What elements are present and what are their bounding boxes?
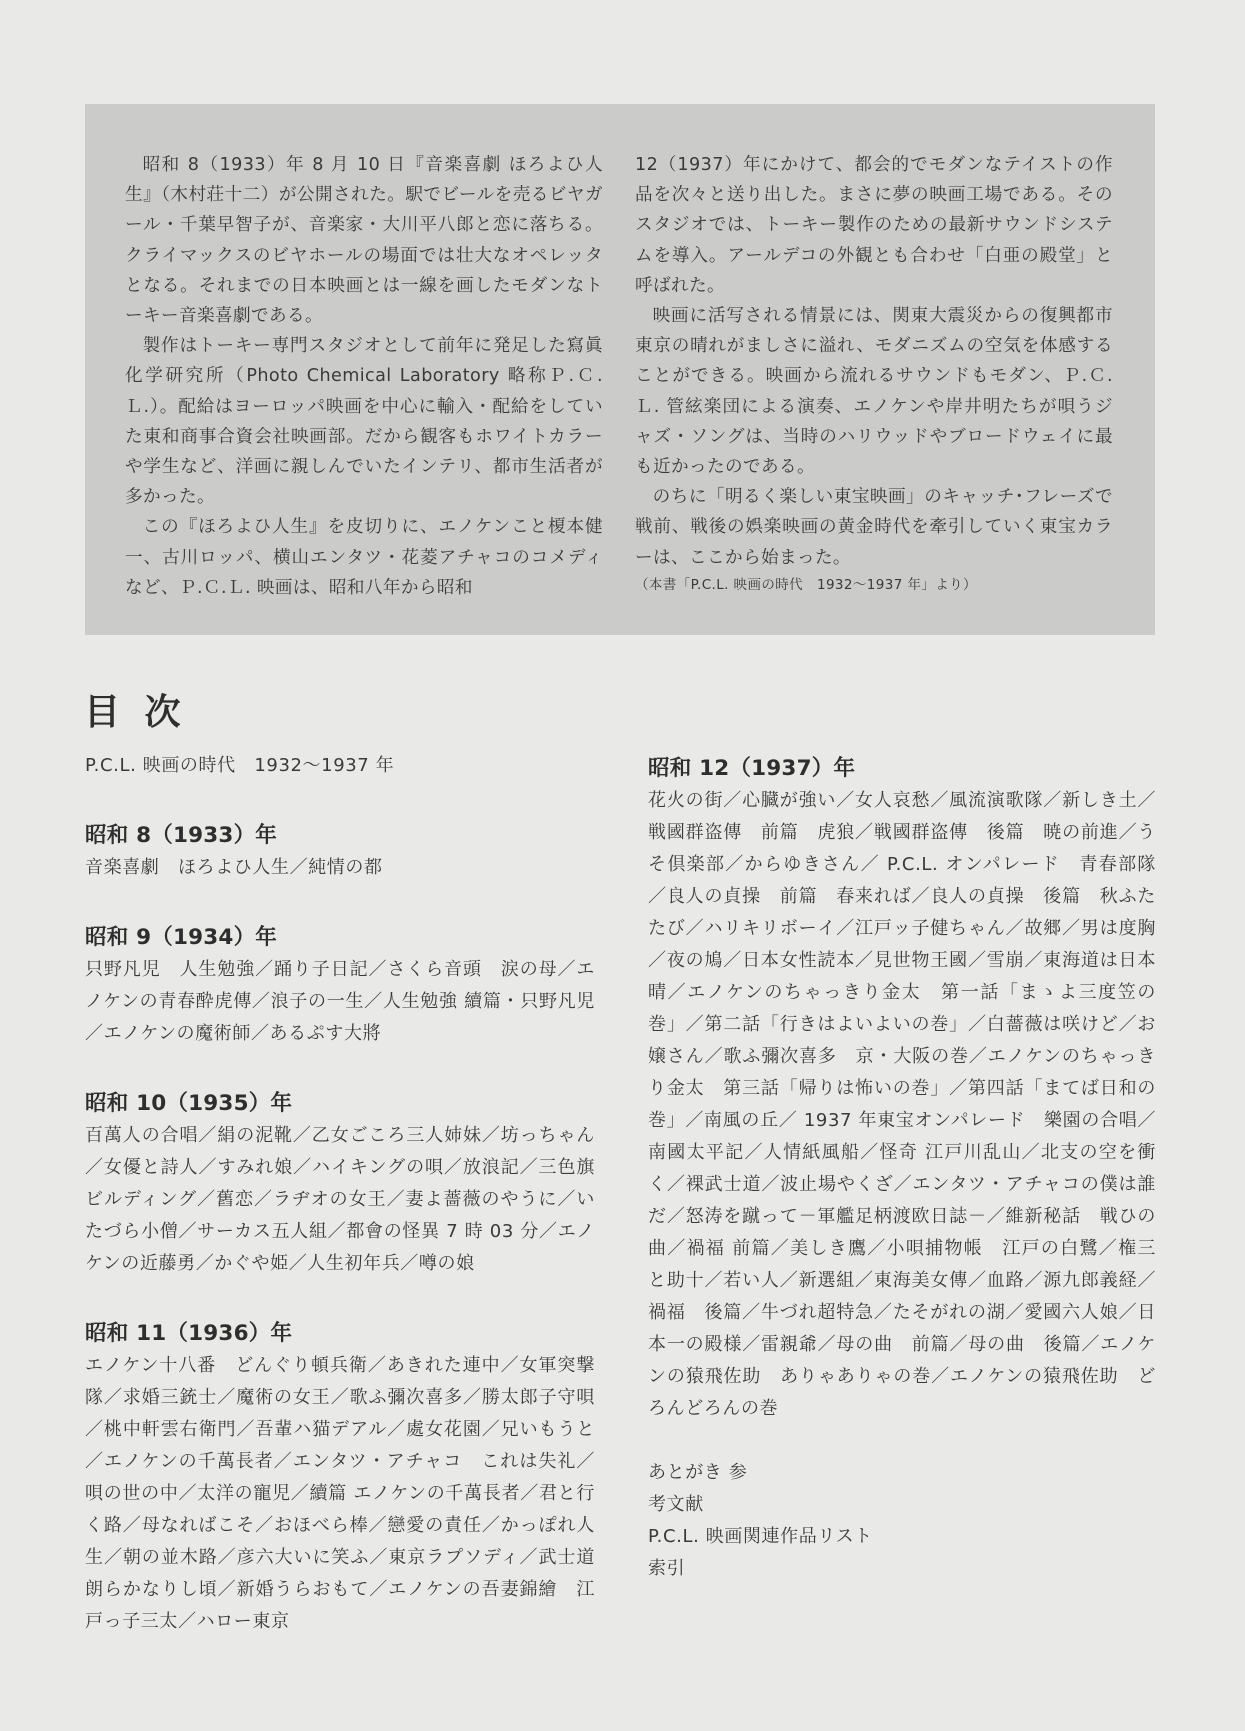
- film-list: 音楽喜劇 ほろよひ人生／純情の都: [85, 857, 383, 878]
- source-note: （本書「P.C.L. 映画の時代 1932〜1937 年」より）: [635, 576, 977, 593]
- film-list: エノケン十八番 どんぐり頓兵衛／あきれた連中／女軍突撃隊／求婚三銃士／魔術の女王／歌ふ彌次喜多／勝太郎子守唄／桃中軒雲右衛門／吾輩ハ猫デアル／處女花園／兄いもうと／エノケンの千萬長者／エンタツ・アチャコ これは失礼／唄の世の中／太洋の寵児／續篇 エノケンの千萬長者／君と行く路／母なればこそ／おほべら棒／戀愛の責任／かっぽれ人生／朝の並木路／彦六大いに笑ふ／東京ラプソディ／武士道朗らかなりし頃／新婚うらおもて／エノケンの吾妻錦繪 江戸っ子三太／ハロー東京: [85, 1355, 595, 1632]
- toc-heading: 目 次: [84, 692, 187, 733]
- toc-year-1936: [85, 1318, 595, 1638]
- toc-item-index[interactable]: 索引: [648, 1558, 686, 1579]
- year-title[interactable]: 昭和 10（1935）年: [85, 1091, 293, 1116]
- intro-paragraph: 12（1937）年にかけて、都会的でモダンなテイストの作品を次々と送り出した。まさに夢の映画工場である。そのスタジオでは、トーキー製作のための最新サウンドシステムを導入。アールデコの外観とも合わせ「白亜の殿堂」と呼ばれた。: [635, 155, 1113, 296]
- film-list: 花火の街／心臓が強い／女人哀愁／風流演歌隊／新しき土／戦國群盗傳 前篇 虎狼／戦國群盗傳 後篇 暁の前進／うそ倶楽部／からゆきさん／ P.C.L. オンパレード 青春部隊／良人の貞操 前篇 春来れば／良人の貞操 後篇 秋ふたたび／ハリキリボーイ／江戸ッ子健ちゃん／故郷／男は度胸／夜の鳩／日本女性読本／見世物王國／雪崩／東海道は日本晴／エノケンのちゃっきり金太 第一話「まゝよ三度笠の巻」／第二話「行きはよいよいの巻」／白薔薇は咲けど／お嬢さん／歌ふ彌次喜多 京・大阪の巻／エノケンのちゃっきり金太 第三話「帰りは怖いの巻」／第四話「まてば日和の巻」／南風の丘／ 1937 年東宝オンパレード 樂園の合唱／南國太平記／人情紙風船／怪奇 江戸川乱山／北支の空を衝く／裸武士道／波止場やくざ／エンタツ・アチャコの僕は誰だ／怒涛を蹴って－軍艦足柄渡欧日誌－／維新秘話 戦ひの曲／禍福 前篇／美しき鷹／小唄捕物帳 江戸の白鷺／権三と助十／若い人／新選組／東海美女傳／血路／源九郎義経／禍福 後篇／牛づれ超特急／たそがれの湖／愛國六人娘／日本一の殿様／雷親爺／母の曲 前篇／母の曲 後篇／エノケンの猿飛佐助 ありゃありゃの巻／エノケンの猿飛佐助 どろんどろんの巻: [648, 790, 1156, 1419]
- intro-paragraph: 製作はトーキー専門スタジオとして前年に発足した寫眞化学研究所（Photo Chemical Laboratory 略称Ｐ.Ｃ.Ｌ.）。配給はヨーロッパ映画を中心に輸入・配給をしていた東和商事合資会社映画部。だから観客もホワイトカラーや学生など、洋画に親しんでいたインテリ、都市生活者が多かった。: [125, 336, 603, 508]
- intro-column-right: [635, 150, 1113, 597]
- toc-year-1933: [85, 820, 595, 884]
- year-title[interactable]: 昭和 12（1937）年: [648, 756, 856, 781]
- back-matter-list: [648, 1457, 1156, 1585]
- intro-paragraph: 昭和 8（1933）年 8 月 10 日『音楽喜劇 ほろよひ人生』（木村荘十二）が公開された。駅でビールを売るビヤガール・千葉早智子が、音楽家・大川平八郎と恋に落ちる。クライマックスのビヤホールの場面では壮大なオペレッタとなる。それまでの日本映画とは一線を画したモダンなトーキー音楽喜劇である。: [125, 155, 603, 327]
- introduction-box: [85, 104, 1155, 635]
- toc-item-afterword[interactable]: あとがき 参: [648, 1462, 748, 1483]
- toc-item-filmography[interactable]: P.C.L. 映画関連作品リスト: [648, 1526, 873, 1547]
- film-list: 只野凡児 人生勉強／踊り子日記／さくら音頭 涙の母／エノケンの青春酔虎傳／浪子の一生／人生勉強 續篇・只野凡児／エノケンの魔術師／あるぷす大將: [85, 959, 595, 1044]
- toc-year-1934: [85, 922, 595, 1050]
- toc-year-1937: [648, 753, 1156, 1425]
- year-title[interactable]: 昭和 8（1933）年: [85, 823, 277, 848]
- intro-paragraph: 映画に活写される情景には、関東大震災からの復興都市東京の晴れがましさに溢れ、モダニズムの空気を体感することができる。映画から流れるサウンドもモダン、Ｐ.Ｃ.Ｌ. 管絃楽団による演奏、エノケンや岸井明たちが唄うジャズ・ソングは、当時のハリウッドやブロードウェイに最も近かったのである。: [635, 306, 1113, 478]
- intro-paragraph: この『ほろよひ人生』を皮切りに、エノケンこと榎本健一、古川ロッパ、横山エンタツ・花菱アチャコのコメディなど、Ｐ.Ｃ.Ｌ. 映画は、昭和八年から昭和: [125, 517, 603, 598]
- film-list: 百萬人の合唱／絹の泥靴／乙女ごころ三人姉妹／坊っちゃん／女優と詩人／すみれ娘／ハイキングの唄／放浪記／三色旗ビルディング／舊恋／ラヂオの女王／妻よ薔薇のやうに／いたづら小僧／サーカス五人組／都會の怪異 7 時 03 分／エノケンの近藤勇／かぐや姫／人生初年兵／噂の娘: [85, 1125, 595, 1274]
- toc-year-1935: [85, 1088, 595, 1280]
- year-title[interactable]: 昭和 9（1934）年: [85, 925, 277, 950]
- toc-item-references[interactable]: 考文献: [648, 1494, 704, 1515]
- year-title[interactable]: 昭和 11（1936）年: [85, 1321, 293, 1346]
- toc-column-right: [648, 753, 1156, 1585]
- toc-column-left: [85, 750, 595, 1638]
- toc-intro-item[interactable]: P.C.L. 映画の時代 1932〜1937 年: [85, 755, 395, 776]
- intro-column-left: [125, 150, 603, 603]
- intro-paragraph: のちに「明るく楽しい東宝映画」のキャッチ･フレーズで戦前、戦後の娯楽映画の黄金時代を牽引していく東宝カラーは、ここから始まった。: [635, 487, 1113, 568]
